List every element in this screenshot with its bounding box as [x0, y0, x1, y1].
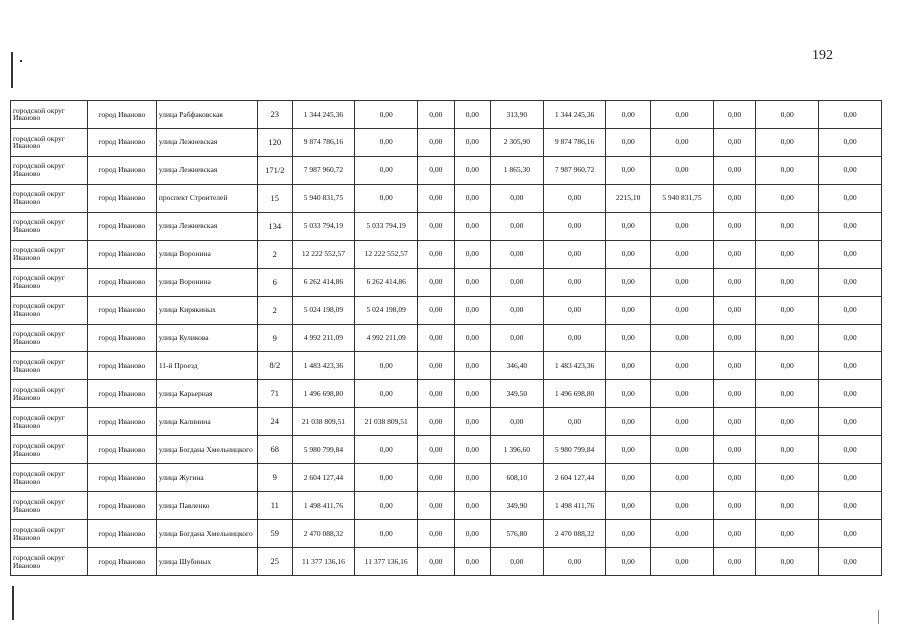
cell-value: 0,00: [650, 240, 713, 268]
table-row: [11, 128, 882, 156]
cell-street: проспект Строителей: [156, 184, 257, 212]
cell-municipality: городской округ Иваново: [11, 464, 88, 492]
cell-value: 0,00: [454, 296, 490, 324]
cell-value: 576,80: [490, 520, 543, 548]
cell-value: 5 033 794,19: [355, 212, 418, 240]
cell-municipality: городской округ Иваново: [11, 380, 88, 408]
cell-value: 0,00: [606, 101, 651, 129]
cell-city: город Иваново: [87, 296, 156, 324]
cell-value: 0,00: [355, 352, 418, 380]
cell-value: 1 483 423,36: [292, 352, 355, 380]
cell-value: 2 305,90: [490, 128, 543, 156]
cell-value: 0,00: [355, 184, 418, 212]
cell-house-number: 24: [258, 408, 292, 436]
cell-house-number: 6: [258, 268, 292, 296]
cell-value: 0,00: [418, 464, 454, 492]
cell-value: 0,00: [756, 436, 819, 464]
table-row: [11, 296, 882, 324]
cell-value: 0,00: [418, 184, 454, 212]
cell-house-number: 11: [258, 492, 292, 520]
cell-municipality: городской округ Иваново: [11, 492, 88, 520]
cell-value: 0,00: [418, 408, 454, 436]
cell-street: улица Шубиных: [156, 548, 257, 576]
cell-value: 0,00: [355, 436, 418, 464]
cell-value: 0,00: [418, 436, 454, 464]
cell-value: 0,00: [713, 380, 756, 408]
cell-city: город Иваново: [87, 156, 156, 184]
cell-value: 0,00: [819, 128, 882, 156]
cell-value: 0,00: [490, 184, 543, 212]
cell-value: 0,00: [418, 268, 454, 296]
cell-value: 0,00: [454, 352, 490, 380]
cell-value: 0,00: [606, 352, 651, 380]
cell-value: 0,00: [418, 520, 454, 548]
cell-value: 0,00: [756, 184, 819, 212]
cell-value: 0,00: [713, 352, 756, 380]
cell-value: 0,00: [650, 212, 713, 240]
cell-value: 0,00: [819, 296, 882, 324]
cell-municipality: городской округ Иваново: [11, 268, 88, 296]
cell-value: 0,00: [418, 296, 454, 324]
cell-value: 346,40: [490, 352, 543, 380]
cell-value: 0,00: [713, 184, 756, 212]
cell-value: 1 483 423,36: [543, 352, 606, 380]
cell-city: город Иваново: [87, 464, 156, 492]
cell-value: 1 496 698,80: [292, 380, 355, 408]
cell-value: 0,00: [454, 156, 490, 184]
cell-value: 4 992 211,09: [355, 324, 418, 352]
cell-value: 0,00: [543, 548, 606, 576]
table-row: [11, 156, 882, 184]
cell-city: город Иваново: [87, 268, 156, 296]
cell-city: город Иваново: [87, 128, 156, 156]
table-row: [11, 212, 882, 240]
cell-municipality: городской округ Иваново: [11, 352, 88, 380]
cell-city: город Иваново: [87, 101, 156, 129]
cell-value: 0,00: [650, 324, 713, 352]
cell-value: 0,00: [713, 436, 756, 464]
cell-value: 0,00: [756, 240, 819, 268]
cell-value: 0,00: [454, 128, 490, 156]
cell-value: 0,00: [543, 324, 606, 352]
cell-value: 0,00: [713, 408, 756, 436]
cell-value: 0,00: [756, 380, 819, 408]
page-number: 192: [812, 48, 833, 63]
cell-value: 0,00: [490, 296, 543, 324]
cell-value: 2 470 088,32: [543, 520, 606, 548]
cell-value: 0,00: [650, 268, 713, 296]
cell-street: улица Лежневская: [156, 156, 257, 184]
cell-value: 0,00: [606, 436, 651, 464]
cell-value: 0,00: [713, 520, 756, 548]
table-row: [11, 352, 882, 380]
cell-city: город Иваново: [87, 352, 156, 380]
cell-city: город Иваново: [87, 520, 156, 548]
cell-value: 0,00: [606, 464, 651, 492]
cell-value: 0,00: [713, 464, 756, 492]
cell-value: 1 396,60: [490, 436, 543, 464]
table-row: [11, 492, 882, 520]
cell-value: 0,00: [543, 296, 606, 324]
cell-value: 11 377 136,16: [355, 548, 418, 576]
cell-value: 0,00: [490, 548, 543, 576]
cell-value: 5 980 799,84: [543, 436, 606, 464]
cell-value: 0,00: [756, 128, 819, 156]
cell-value: 0,00: [819, 492, 882, 520]
cell-municipality: городской округ Иваново: [11, 240, 88, 268]
cell-value: 0,00: [454, 324, 490, 352]
scan-artifact-mark: [878, 610, 879, 624]
cell-street: 11-й Проезд: [156, 352, 257, 380]
cell-value: 0,00: [756, 324, 819, 352]
cell-value: 0,00: [543, 212, 606, 240]
cell-value: 1 496 698,80: [543, 380, 606, 408]
cell-value: 0,00: [756, 296, 819, 324]
cell-value: 0,00: [418, 128, 454, 156]
cell-house-number: 59: [258, 520, 292, 548]
cell-value: 0,00: [756, 492, 819, 520]
cell-value: 0,00: [355, 464, 418, 492]
cell-value: 0,00: [650, 520, 713, 548]
cell-street: улица Жугина: [156, 464, 257, 492]
table-row: [11, 240, 882, 268]
cell-value: 0,00: [650, 296, 713, 324]
cell-value: 0,00: [490, 324, 543, 352]
cell-value: 0,00: [713, 548, 756, 576]
cell-municipality: городской округ Иваново: [11, 156, 88, 184]
cell-value: 0,00: [454, 380, 490, 408]
cell-value: 0,00: [355, 101, 418, 129]
cell-value: 12 222 552,57: [355, 240, 418, 268]
table-row: [11, 380, 882, 408]
cell-value: 0,00: [355, 380, 418, 408]
scan-artifact-mark: [12, 586, 14, 620]
cell-value: 1 344 245,36: [292, 101, 355, 129]
cell-value: 1 498 411,76: [543, 492, 606, 520]
cell-value: 0,00: [418, 212, 454, 240]
cell-value: 0,00: [819, 436, 882, 464]
cell-value: 0,00: [819, 408, 882, 436]
cell-value: 1 498 411,76: [292, 492, 355, 520]
cell-value: 0,00: [650, 492, 713, 520]
cell-value: 0,00: [490, 240, 543, 268]
cell-street: улица Рабфаковская: [156, 101, 257, 129]
cell-street: улица Куликова: [156, 324, 257, 352]
cell-house-number: 23: [258, 101, 292, 129]
cell-value: 0,00: [454, 408, 490, 436]
cell-value: 0,00: [819, 240, 882, 268]
cell-value: 0,00: [490, 212, 543, 240]
cell-value: 0,00: [454, 436, 490, 464]
cell-value: 0,00: [606, 128, 651, 156]
cell-house-number: 9: [258, 464, 292, 492]
cell-street: улица Павленко: [156, 492, 257, 520]
cell-value: 2 470 088,32: [292, 520, 355, 548]
cell-value: 0,00: [543, 268, 606, 296]
cell-value: 0,00: [454, 240, 490, 268]
cell-value: 0,00: [713, 324, 756, 352]
cell-value: 0,00: [454, 464, 490, 492]
cell-street: улица Кирякиных: [156, 296, 257, 324]
cell-city: город Иваново: [87, 492, 156, 520]
cell-value: 0,00: [606, 268, 651, 296]
cell-house-number: 8/2: [258, 352, 292, 380]
cell-value: 0,00: [543, 408, 606, 436]
cell-value: 0,00: [650, 128, 713, 156]
cell-value: 5 033 794,19: [292, 212, 355, 240]
cell-value: 0,00: [650, 156, 713, 184]
cell-house-number: 120: [258, 128, 292, 156]
cell-value: 0,00: [454, 101, 490, 129]
cell-value: 0,00: [454, 548, 490, 576]
cell-value: 4 992 211,09: [292, 324, 355, 352]
cell-value: 0,00: [819, 352, 882, 380]
cell-value: 0,00: [650, 436, 713, 464]
cell-value: 5 940 831,75: [292, 184, 355, 212]
cell-value: 0,00: [650, 548, 713, 576]
cell-value: 0,00: [819, 101, 882, 129]
cell-street: улица Лежневская: [156, 212, 257, 240]
cell-value: 0,00: [756, 408, 819, 436]
cell-house-number: 9: [258, 324, 292, 352]
cell-value: 0,00: [819, 380, 882, 408]
cell-value: 5 940 831,75: [650, 184, 713, 212]
cell-city: город Иваново: [87, 408, 156, 436]
cell-value: 2 604 127,44: [543, 464, 606, 492]
cell-value: 0,00: [819, 212, 882, 240]
cell-value: 11 377 136,16: [292, 548, 355, 576]
cell-value: 0,00: [454, 212, 490, 240]
cell-value: 0,00: [418, 101, 454, 129]
table-row: [11, 324, 882, 352]
cell-municipality: городской округ Иваново: [11, 101, 88, 129]
cell-city: город Иваново: [87, 184, 156, 212]
cell-value: 313,90: [490, 101, 543, 129]
cell-value: 0,00: [756, 268, 819, 296]
cell-value: 0,00: [756, 212, 819, 240]
cell-value: 0,00: [650, 408, 713, 436]
cell-city: город Иваново: [87, 212, 156, 240]
cell-value: 0,00: [355, 156, 418, 184]
cell-house-number: 25: [258, 548, 292, 576]
cell-value: 0,00: [355, 128, 418, 156]
cell-value: 0,00: [650, 352, 713, 380]
cell-value: 0,00: [418, 352, 454, 380]
cell-value: 349,50: [490, 380, 543, 408]
cell-value: 0,00: [543, 240, 606, 268]
cell-value: 0,00: [713, 492, 756, 520]
cell-value: 0,00: [606, 520, 651, 548]
cell-municipality: городской округ Иваново: [11, 548, 88, 576]
cell-value: 0,00: [819, 268, 882, 296]
table-row: [11, 436, 882, 464]
cell-city: город Иваново: [87, 380, 156, 408]
cell-house-number: 15: [258, 184, 292, 212]
cell-value: 0,00: [606, 296, 651, 324]
table-row: [11, 184, 882, 212]
cell-value: 7 987 960,72: [292, 156, 355, 184]
cell-value: 0,00: [713, 156, 756, 184]
cell-value: 0,00: [606, 156, 651, 184]
cell-value: 608,10: [490, 464, 543, 492]
cell-value: 0,00: [454, 520, 490, 548]
cell-municipality: городской округ Иваново: [11, 128, 88, 156]
cell-value: 0,00: [713, 268, 756, 296]
cell-municipality: городской округ Иваново: [11, 212, 88, 240]
cell-value: 0,00: [713, 101, 756, 129]
cell-value: 0,00: [650, 101, 713, 129]
cell-value: 0,00: [713, 296, 756, 324]
cell-value: 12 222 552,57: [292, 240, 355, 268]
cell-city: город Иваново: [87, 240, 156, 268]
cell-municipality: городской округ Иваново: [11, 520, 88, 548]
cell-value: 5 024 198,09: [292, 296, 355, 324]
cell-value: 9 874 786,16: [543, 128, 606, 156]
cell-value: 0,00: [606, 380, 651, 408]
cell-value: 5 980 799,84: [292, 436, 355, 464]
cell-value: 0,00: [543, 184, 606, 212]
scan-artifact-dot: [20, 60, 22, 62]
cell-value: 0,00: [713, 128, 756, 156]
cell-value: 0,00: [490, 268, 543, 296]
cell-value: 0,00: [606, 240, 651, 268]
cell-street: улица Воронина: [156, 268, 257, 296]
cell-value: 0,00: [418, 240, 454, 268]
cell-municipality: городской округ Иваново: [11, 324, 88, 352]
cell-value: 0,00: [713, 240, 756, 268]
cell-value: 0,00: [606, 492, 651, 520]
cell-street: улица Богдана Хмельницкого: [156, 520, 257, 548]
cell-street: улица Карьерная: [156, 380, 257, 408]
cell-value: 5 024 198,09: [355, 296, 418, 324]
table-row: [11, 464, 882, 492]
cell-value: 0,00: [650, 464, 713, 492]
cell-value: 0,00: [606, 212, 651, 240]
cell-value: 0,00: [819, 324, 882, 352]
table-row: [11, 520, 882, 548]
cell-street: улица Воронина: [156, 240, 257, 268]
cell-house-number: 171/2: [258, 156, 292, 184]
cell-street: улица Калинина: [156, 408, 257, 436]
table-row: [11, 268, 882, 296]
cell-value: 0,00: [819, 156, 882, 184]
cell-value: 0,00: [355, 520, 418, 548]
table-row: [11, 101, 882, 129]
housing-registry-table: [10, 100, 882, 576]
cell-municipality: городской округ Иваново: [11, 184, 88, 212]
cell-city: город Иваново: [87, 324, 156, 352]
cell-value: 2215,10: [606, 184, 651, 212]
cell-value: 7 987 960,72: [543, 156, 606, 184]
cell-value: 0,00: [606, 408, 651, 436]
cell-value: 0,00: [819, 520, 882, 548]
cell-value: 21 038 809,51: [355, 408, 418, 436]
cell-value: 0,00: [650, 380, 713, 408]
table-row: [11, 408, 882, 436]
cell-value: 0,00: [490, 408, 543, 436]
cell-value: 1 344 245,36: [543, 101, 606, 129]
cell-municipality: городской округ Иваново: [11, 296, 88, 324]
cell-municipality: городской округ Иваново: [11, 408, 88, 436]
cell-street: улица Богдана Хмельницкого: [156, 436, 257, 464]
cell-street: улица Лежневская: [156, 128, 257, 156]
scan-artifact-mark: [11, 52, 13, 88]
cell-value: 0,00: [454, 268, 490, 296]
cell-value: 0,00: [819, 548, 882, 576]
cell-house-number: 2: [258, 240, 292, 268]
cell-value: 0,00: [819, 184, 882, 212]
cell-value: 0,00: [756, 156, 819, 184]
cell-city: город Иваново: [87, 548, 156, 576]
cell-value: 0,00: [418, 156, 454, 184]
cell-value: 0,00: [418, 492, 454, 520]
cell-value: 0,00: [756, 464, 819, 492]
cell-value: 21 038 809,51: [292, 408, 355, 436]
cell-value: 0,00: [454, 492, 490, 520]
cell-value: 0,00: [418, 548, 454, 576]
cell-value: 0,00: [606, 324, 651, 352]
cell-value: 0,00: [819, 464, 882, 492]
cell-value: 9 874 786,16: [292, 128, 355, 156]
cell-value: 2 604 127,44: [292, 464, 355, 492]
cell-value: 349,90: [490, 492, 543, 520]
cell-value: 1 865,30: [490, 156, 543, 184]
cell-house-number: 134: [258, 212, 292, 240]
table-row: [11, 548, 882, 576]
cell-value: 0,00: [713, 212, 756, 240]
cell-house-number: 68: [258, 436, 292, 464]
cell-house-number: 71: [258, 380, 292, 408]
cell-value: 0,00: [355, 492, 418, 520]
cell-value: 0,00: [418, 380, 454, 408]
cell-value: 0,00: [606, 548, 651, 576]
cell-value: 0,00: [418, 324, 454, 352]
cell-value: 0,00: [756, 101, 819, 129]
cell-municipality: городской округ Иваново: [11, 436, 88, 464]
cell-value: 6 262 414,86: [292, 268, 355, 296]
cell-house-number: 2: [258, 296, 292, 324]
cell-value: 0,00: [756, 352, 819, 380]
cell-value: 0,00: [756, 548, 819, 576]
cell-value: 0,00: [454, 184, 490, 212]
cell-value: 6 262 414,86: [355, 268, 418, 296]
cell-value: 0,00: [756, 520, 819, 548]
cell-city: город Иваново: [87, 436, 156, 464]
